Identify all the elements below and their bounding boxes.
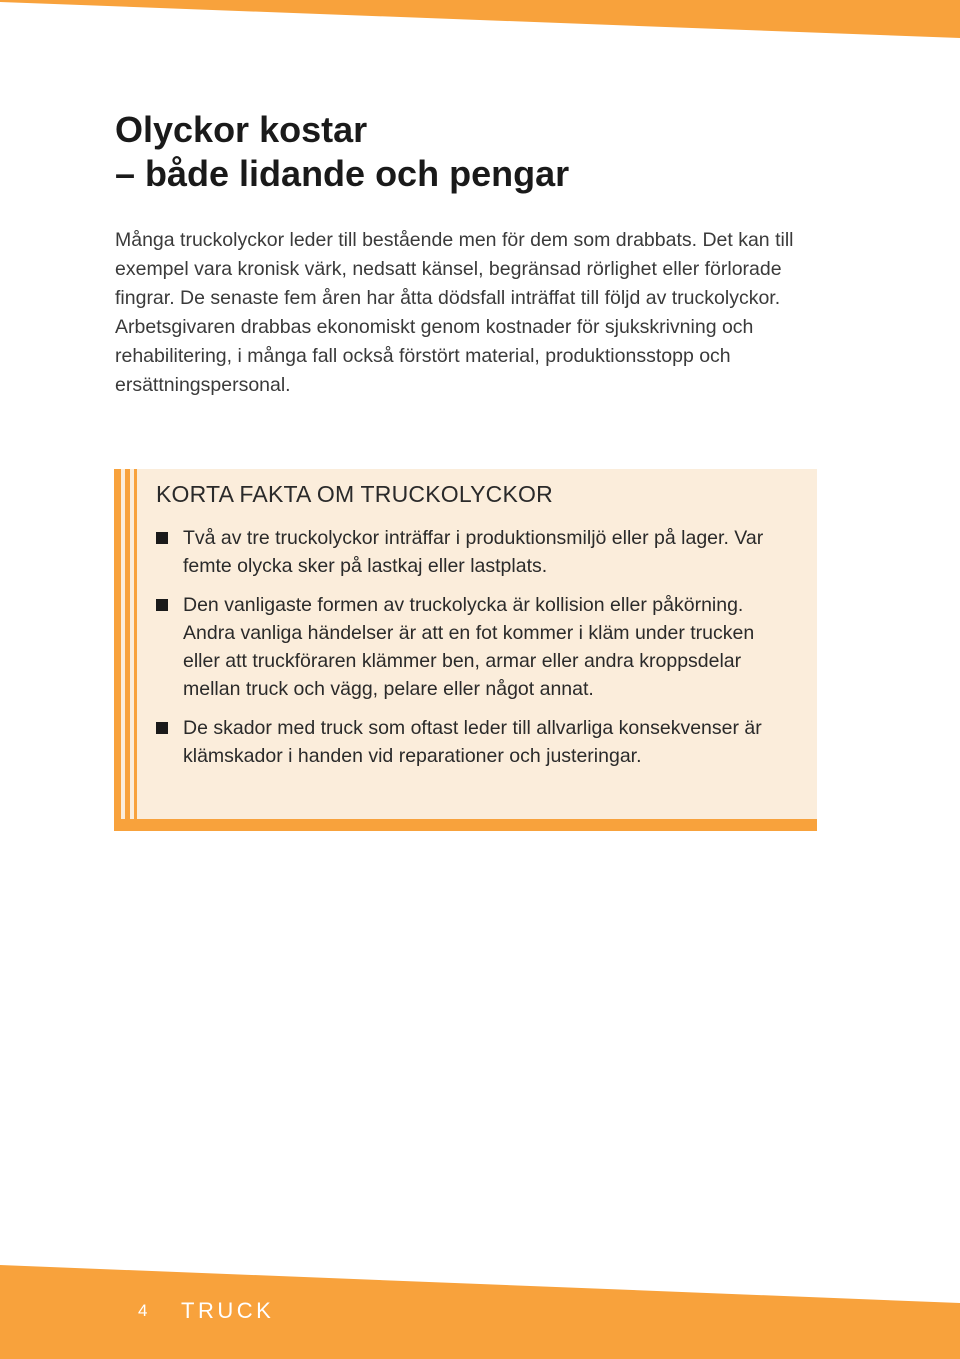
footer-title: TRUCK (181, 1298, 275, 1323)
square-bullet-icon (156, 599, 168, 611)
title-line-1: Olyckor kostar (115, 109, 368, 150)
list-item (156, 714, 796, 770)
square-bullet-icon (156, 722, 168, 734)
page-number: 4 (138, 1301, 148, 1320)
title-line-2: – både lidande och pengar (115, 153, 570, 194)
square-bullet-icon (156, 532, 168, 544)
list-item (156, 524, 796, 580)
intro-paragraph: Många truckolyckor leder till bestående men för dem som drabbats. Det kan till exempel vara kronisk värk, nedsatt känsel, begränsad rörlighet eller förlorade fingrar. De senaste fem åren har åtta dödsfall inträffat till följd av truckolyckor. (115, 229, 794, 309)
fact-text: De skador med truck som oftast leder till allvarliga konsekvenser är klämskador i handen vid reparationer och justeringar. (183, 717, 762, 767)
page-title (115, 108, 569, 196)
decorative-bar (125, 469, 130, 831)
facts-decorative-bars (114, 469, 144, 831)
facts-box (114, 469, 817, 831)
list-item (156, 591, 796, 703)
fact-text: Två av tre truckolyckor inträffar i produktionsmiljö eller på lager. Var femte olycka sker på lastkaj eller lastplats. (183, 527, 764, 577)
intro-text (115, 226, 835, 400)
top-decorative-stripe (0, 0, 960, 40)
intro-paragraph: Arbetsgivaren drabbas ekonomiskt genom kostnader för sjukskrivning och rehabilitering, i många fall också förstört material, produktionsstopp och ersättningspersonal. (115, 316, 754, 396)
fact-text: Den vanligaste formen av truckolycka är kollision eller påkörning. Andra vanliga händelser är att en fot kommer i kläm under trucken eller att truckföraren klämmer ben, armar eller andra kroppsdelar mellan truck och vägg, pelare eller något annat. (183, 594, 755, 700)
facts-bottom-band (114, 819, 817, 831)
facts-heading: KORTA FAKTA OM TRUCKOLYCKOR (156, 481, 553, 507)
decorative-bar (134, 469, 137, 831)
facts-list (156, 524, 796, 781)
decorative-bar (114, 469, 121, 831)
